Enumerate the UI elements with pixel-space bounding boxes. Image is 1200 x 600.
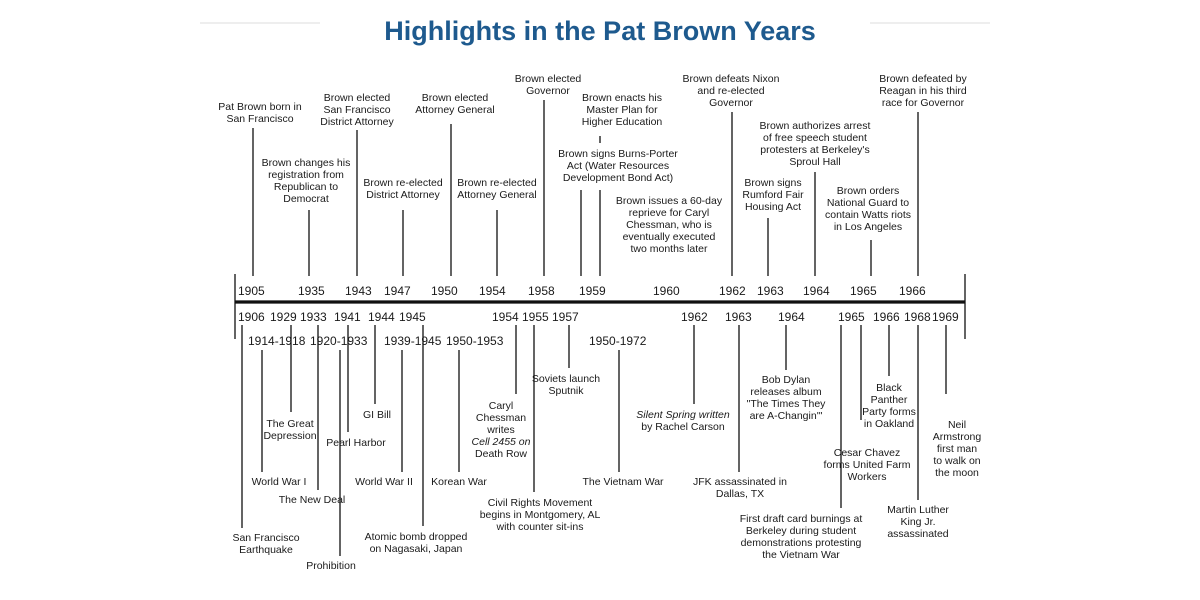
event-gi-bill: GI Bill	[362, 409, 392, 421]
event-black-panther: Black Panther Party forms in Oakland	[862, 382, 916, 430]
top-year-1966: 1966	[899, 284, 926, 298]
event-chessman-reprieve: Brown issues a 60-day reprieve for Caryl Chessman, who is eventually executed two months later	[615, 195, 723, 255]
event-sproul-hall: Brown authorizes arrest of free speech student protesters at Berkeley's Sproul Hall	[759, 120, 871, 168]
bottom-range-1920-1933: 1920-1933	[310, 334, 368, 348]
bottom-year-1966: 1966	[873, 310, 900, 324]
bottom-year-1955: 1955	[522, 310, 549, 324]
event-ufw: Cesar Chavez forms United Farm Workers	[823, 447, 911, 483]
top-year-1943: 1943	[345, 284, 372, 298]
event-born: Pat Brown born in San Francisco	[218, 101, 302, 125]
bottom-year-1954: 1954	[492, 310, 519, 324]
event-rumford: Brown signs Rumford Fair Housing Act	[742, 177, 804, 213]
bottom-year-1962: 1962	[681, 310, 708, 324]
top-year-1959: 1959	[579, 284, 606, 298]
event-party-change: Brown changes his registration from Republican to Democrat	[261, 157, 351, 205]
event-draft-card: First draft card burnings at Berkeley during student demonstrations protesting the Vietnam War	[739, 513, 863, 561]
event-prohibition: Prohibition	[306, 560, 356, 572]
event-civil-rights: Civil Rights Movement begins in Montgomery, AL with counter sit-ins	[479, 497, 601, 533]
bottom-year-1906: 1906	[238, 310, 265, 324]
event-governor-elected: Brown elected Governor	[514, 73, 582, 97]
event-master-plan: Brown enacts his Master Plan for Higher Education	[581, 92, 663, 128]
event-moon-landing: Neil Armstrong first man to walk on the moon	[932, 419, 982, 479]
event-jfk: JFK assassinated in Dallas, TX	[693, 476, 787, 500]
event-watts-riots: Brown orders National Guard to contain Watts riots in Los Angeles	[825, 185, 911, 233]
event-atomic-bomb: Atomic bomb dropped on Nagasaki, Japan	[364, 531, 468, 555]
bottom-year-1964: 1964	[778, 310, 805, 324]
bottom-year-1969: 1969	[932, 310, 959, 324]
event-da-reelected: Brown re-elected District Attorney	[363, 177, 443, 201]
top-year-1962: 1962	[719, 284, 746, 298]
top-year-1964: 1964	[803, 284, 830, 298]
bottom-range-1914-1918: 1914-1918	[248, 334, 306, 348]
event-ag-reelected: Brown re-elected Attorney General	[457, 177, 537, 201]
event-burns-porter: Brown signs Burns-Porter Act (Water Resources Development Bond Act)	[558, 148, 678, 184]
event-defeated-reagan: Brown defeated by Reagan in his third race for Governor	[879, 73, 967, 109]
event-bob-dylan: Bob Dylan releases album "The Times They are A-Changin'"	[746, 374, 826, 422]
bottom-range-1950-1972: 1950-1972	[589, 334, 647, 348]
bottom-year-1944: 1944	[368, 310, 395, 324]
bottom-year-1968: 1968	[904, 310, 931, 324]
bottom-year-1933: 1933	[300, 310, 327, 324]
event-sf-earthquake: San Francisco Earthquake	[232, 532, 300, 556]
event-chessman-writes: Caryl Chessman writes Cell 2455 on Death Row	[471, 400, 531, 460]
top-year-1960: 1960	[653, 284, 680, 298]
top-year-1954: 1954	[479, 284, 506, 298]
bottom-year-1957: 1957	[552, 310, 579, 324]
event-new-deal: The New Deal	[278, 494, 346, 506]
top-year-1935: 1935	[298, 284, 325, 298]
bottom-range-1950-1953: 1950-1953	[446, 334, 504, 348]
top-year-1905: 1905	[238, 284, 265, 298]
top-year-1947: 1947	[384, 284, 411, 298]
event-silent-spring: Silent Spring written by Rachel Carson	[636, 409, 730, 433]
bottom-range-1939-1945: 1939-1945	[384, 334, 442, 348]
top-year-1963: 1963	[757, 284, 784, 298]
event-korean-war: Korean War	[431, 476, 487, 488]
event-da-elected: Brown elected San Francisco District Attorney	[320, 92, 394, 128]
bottom-year-1945: 1945	[399, 310, 426, 324]
event-ag-elected: Brown elected Attorney General	[415, 92, 495, 116]
event-defeats-nixon: Brown defeats Nixon and re-elected Governor	[682, 73, 780, 109]
event-great-depression: The Great Depression	[263, 418, 317, 442]
top-year-1958: 1958	[528, 284, 555, 298]
top-year-1965: 1965	[850, 284, 877, 298]
bottom-year-1929: 1929	[270, 310, 297, 324]
top-year-1950: 1950	[431, 284, 458, 298]
page-title: Highlights in the Pat Brown Years	[384, 16, 816, 46]
bottom-year-1965: 1965	[838, 310, 865, 324]
bottom-year-1941: 1941	[334, 310, 361, 324]
event-pearl-harbor: Pearl Harbor	[326, 437, 386, 449]
event-ww2: World War II	[355, 476, 413, 488]
event-vietnam-war: The Vietnam War	[582, 476, 664, 488]
event-ww1: World War I	[251, 476, 307, 488]
event-sputnik: Soviets launch Sputnik	[531, 373, 601, 397]
bottom-year-1963: 1963	[725, 310, 752, 324]
event-mlk: Martin Luther King Jr. assassinated	[887, 504, 949, 540]
